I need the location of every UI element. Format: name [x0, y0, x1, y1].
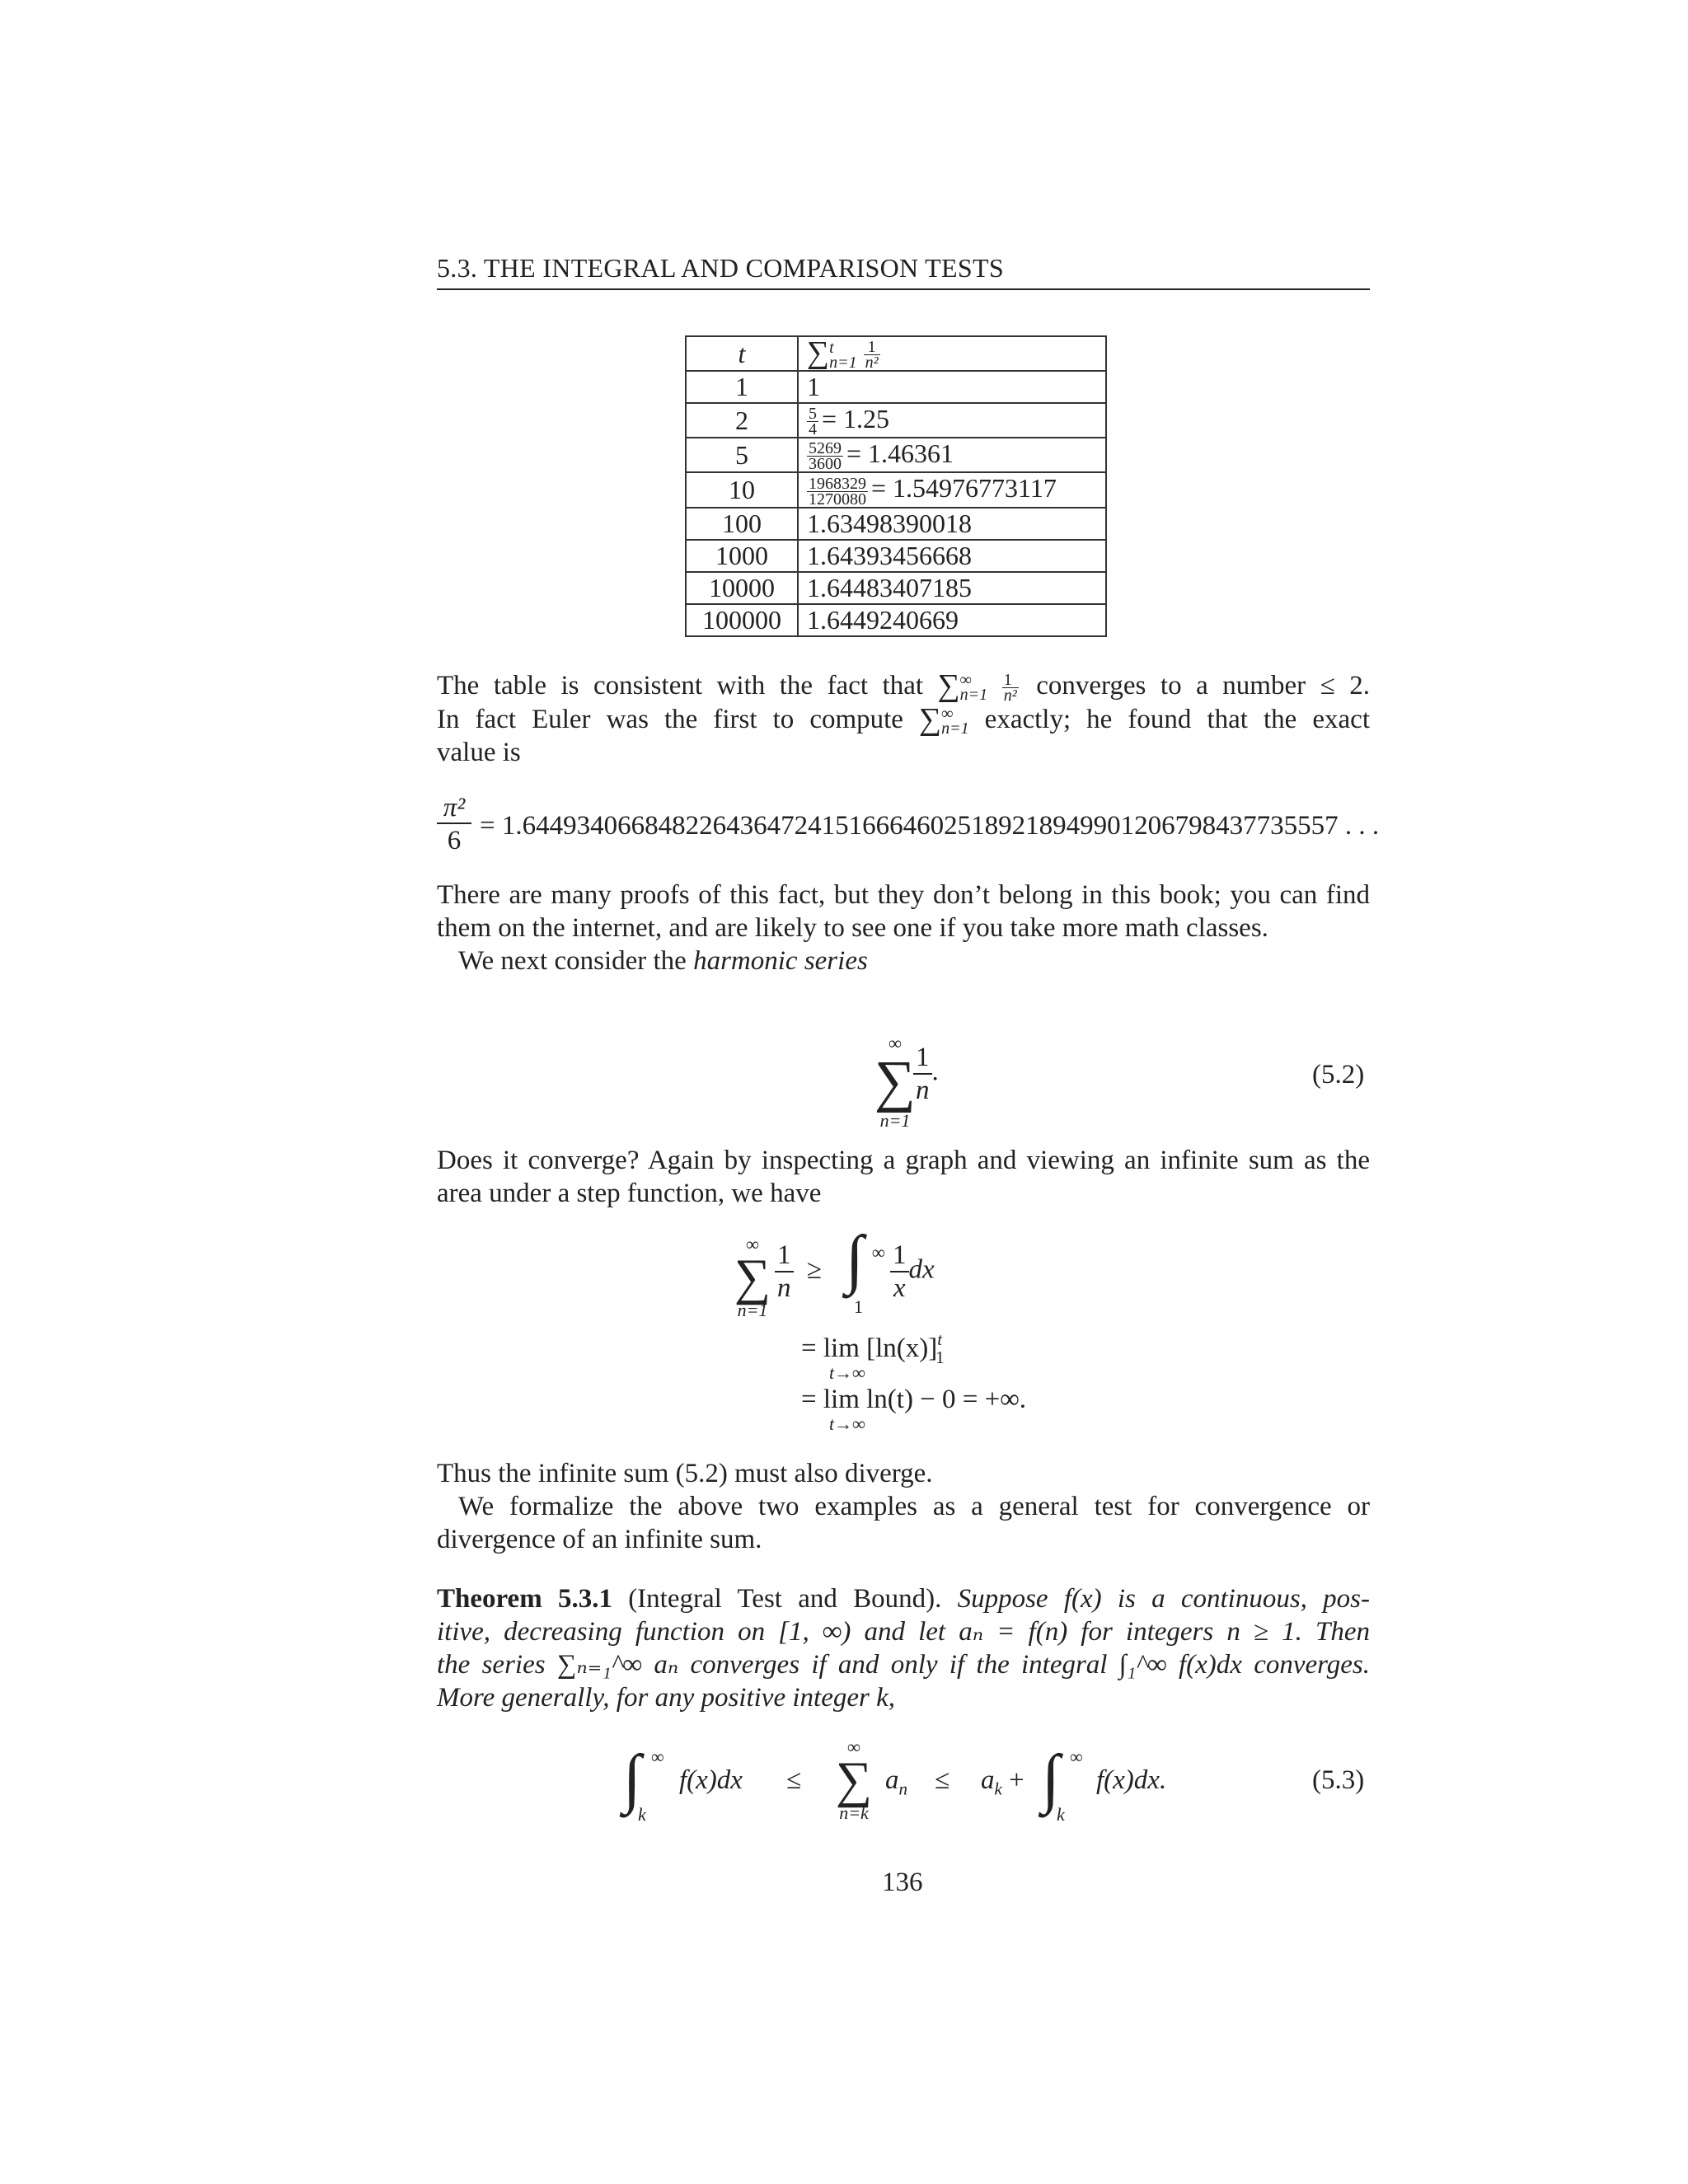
eq53-leq-1: ≤ — [786, 1765, 802, 1795]
eq53-sum: ∞ ∑ n=k — [835, 1736, 873, 1823]
table-cell-t: 2 — [686, 403, 798, 438]
table-cell-t: 1 — [686, 371, 798, 403]
table-row — [686, 438, 1106, 472]
table-cell-value: 1.64483407185 — [798, 572, 1106, 604]
table-cell-t: 1000 — [686, 540, 798, 572]
table-cell-value: 1.6449240669 — [798, 604, 1106, 636]
integral-upper-limit: ∞ — [872, 1242, 885, 1263]
table-cell-value: $\frac{5269}{3600}$ = 1.46361 — [798, 438, 1106, 472]
harmonic-series-sum: ∞ ∑ n=1 — [874, 1033, 916, 1131]
table-cell-value: 1.64393456668 — [798, 540, 1106, 572]
table-cell-t: 10 — [686, 472, 798, 507]
table-row — [686, 572, 1106, 604]
table-cell-value: $\frac{1968329}{1270080}$ = 1.54976773117 — [798, 472, 1106, 507]
page-number: 136 — [882, 1868, 923, 1897]
eq53-leq-2: ≤ — [935, 1765, 950, 1795]
paragraph-table-consistent: The table is consistent with the fact that ∑ ∞ n=1 $\frac{1}{\text{n²}}$ converges to a number ≤ 2. In fact Euler was the first to compute ∑ ∞ n=1 exactly; he found that the exact value is — [437, 668, 1370, 768]
eq53-right-upper: ∞ — [1070, 1746, 1083, 1767]
running-head-text: 5.3. THE INTEGRAL AND COMPARISON TESTS — [437, 253, 1004, 283]
integral-comparison-sum: ∞ ∑ n=1 — [734, 1234, 771, 1320]
eq53-ak-plus: $a_k$ + — [981, 1765, 1025, 1799]
table-row — [686, 508, 1106, 540]
harmonic-series-term: $\frac{1}{n}$ . — [913, 1042, 939, 1106]
table-cell-t: 100 — [686, 508, 798, 540]
limit-subscript-1: t→∞ — [829, 1362, 865, 1383]
eq53-sum-term: $a_n$ — [885, 1765, 907, 1799]
table-row — [686, 540, 1106, 572]
integral-lower-limit: 1 — [854, 1296, 863, 1317]
limit-line-2: = lim ln(t) − 0 = +∞. — [801, 1385, 1027, 1414]
table-cell-t: 5 — [686, 438, 798, 472]
integral-comparison-term: $\frac{1}{n}$ ≥ — [775, 1240, 828, 1304]
eq53-right-integrand: f(x)dx. — [1096, 1765, 1167, 1795]
partial-sums-table — [685, 335, 1107, 637]
eq53-left-upper: ∞ — [651, 1746, 664, 1767]
eq53-integral-right: ∫ — [1042, 1742, 1060, 1815]
eq53-left-lower: k — [638, 1804, 646, 1825]
eq53-right-lower: k — [1057, 1804, 1065, 1825]
table-header-t: t — [686, 336, 798, 371]
table-cell-t: 10000 — [686, 572, 798, 604]
paragraph-proofs: There are many proofs of this fact, but they don’t belong in this book; you can find them on the internet, and are likely to see one if you take more math classes. We next consider the harmonic series — [437, 880, 1370, 976]
pi-squared-over-six-value: = 1.64493406684822643647241516664602518921894990120679843773555​7 . . . — [480, 811, 1380, 841]
euler-pi-equation — [437, 791, 1385, 857]
pi-squared-over-six: π² 6 — [437, 791, 471, 857]
table-row — [686, 472, 1106, 507]
table-row — [686, 604, 1106, 636]
integral-integrand: $\frac{1}{x}$ dx — [890, 1240, 935, 1304]
equation-number-5-2: (5.2) — [1312, 1060, 1365, 1090]
table-header-sum: ∑ t n=1 $\frac{1}{\text{n²}}$ — [798, 336, 1106, 371]
limit-subscript-2: t→∞ — [829, 1413, 865, 1434]
table-cell-value: $\frac{5}{4}$ = 1.25 — [798, 403, 1106, 438]
theorem-5-3-1: Theorem 5.3.1 (Integral Test and Bound). Suppose f(x) is a continuous, pos- itive, decreasing function on [1, ∞) and let aₙ = f(n) for integers n ≥ 1. Then the series ∑ₙ₌₁^∞ aₙ converges if and only if the integral ∫₁^∞ f(x)dx converges. More generally, for any positive integer k, — [437, 1584, 1371, 1713]
equation-number-5-3: (5.3) — [1312, 1765, 1365, 1795]
table-row — [686, 371, 1106, 403]
table-cell-t: 100000 — [686, 604, 798, 636]
integral-sign: ∫ — [846, 1223, 864, 1296]
eq53-integral-left: ∫ — [623, 1742, 641, 1815]
table-row — [686, 403, 1106, 438]
paragraph-diverge: Thus the infinite sum (5.2) must also diverge. We formalize the above two examples as a general test for convergence or divergence of an infinite sum. — [437, 1459, 1370, 1554]
paragraph-does-it-converge: Does it converge? Again by inspecting a graph and viewing an infinite sum as the area under a step function, we have — [437, 1146, 1370, 1208]
running-head — [437, 251, 1370, 290]
table-header-row — [686, 336, 1106, 371]
table-cell-value: 1 — [798, 371, 1106, 403]
table-cell-value: 1.63498390018 — [798, 508, 1106, 540]
limit-line-1: = $\lim [\ln(x)]^t_1$ — [801, 1329, 945, 1367]
eq53-left-integrand: f(x)dx — [679, 1765, 743, 1795]
theorem-label: Theorem 5.3.1 — [437, 1584, 612, 1614]
